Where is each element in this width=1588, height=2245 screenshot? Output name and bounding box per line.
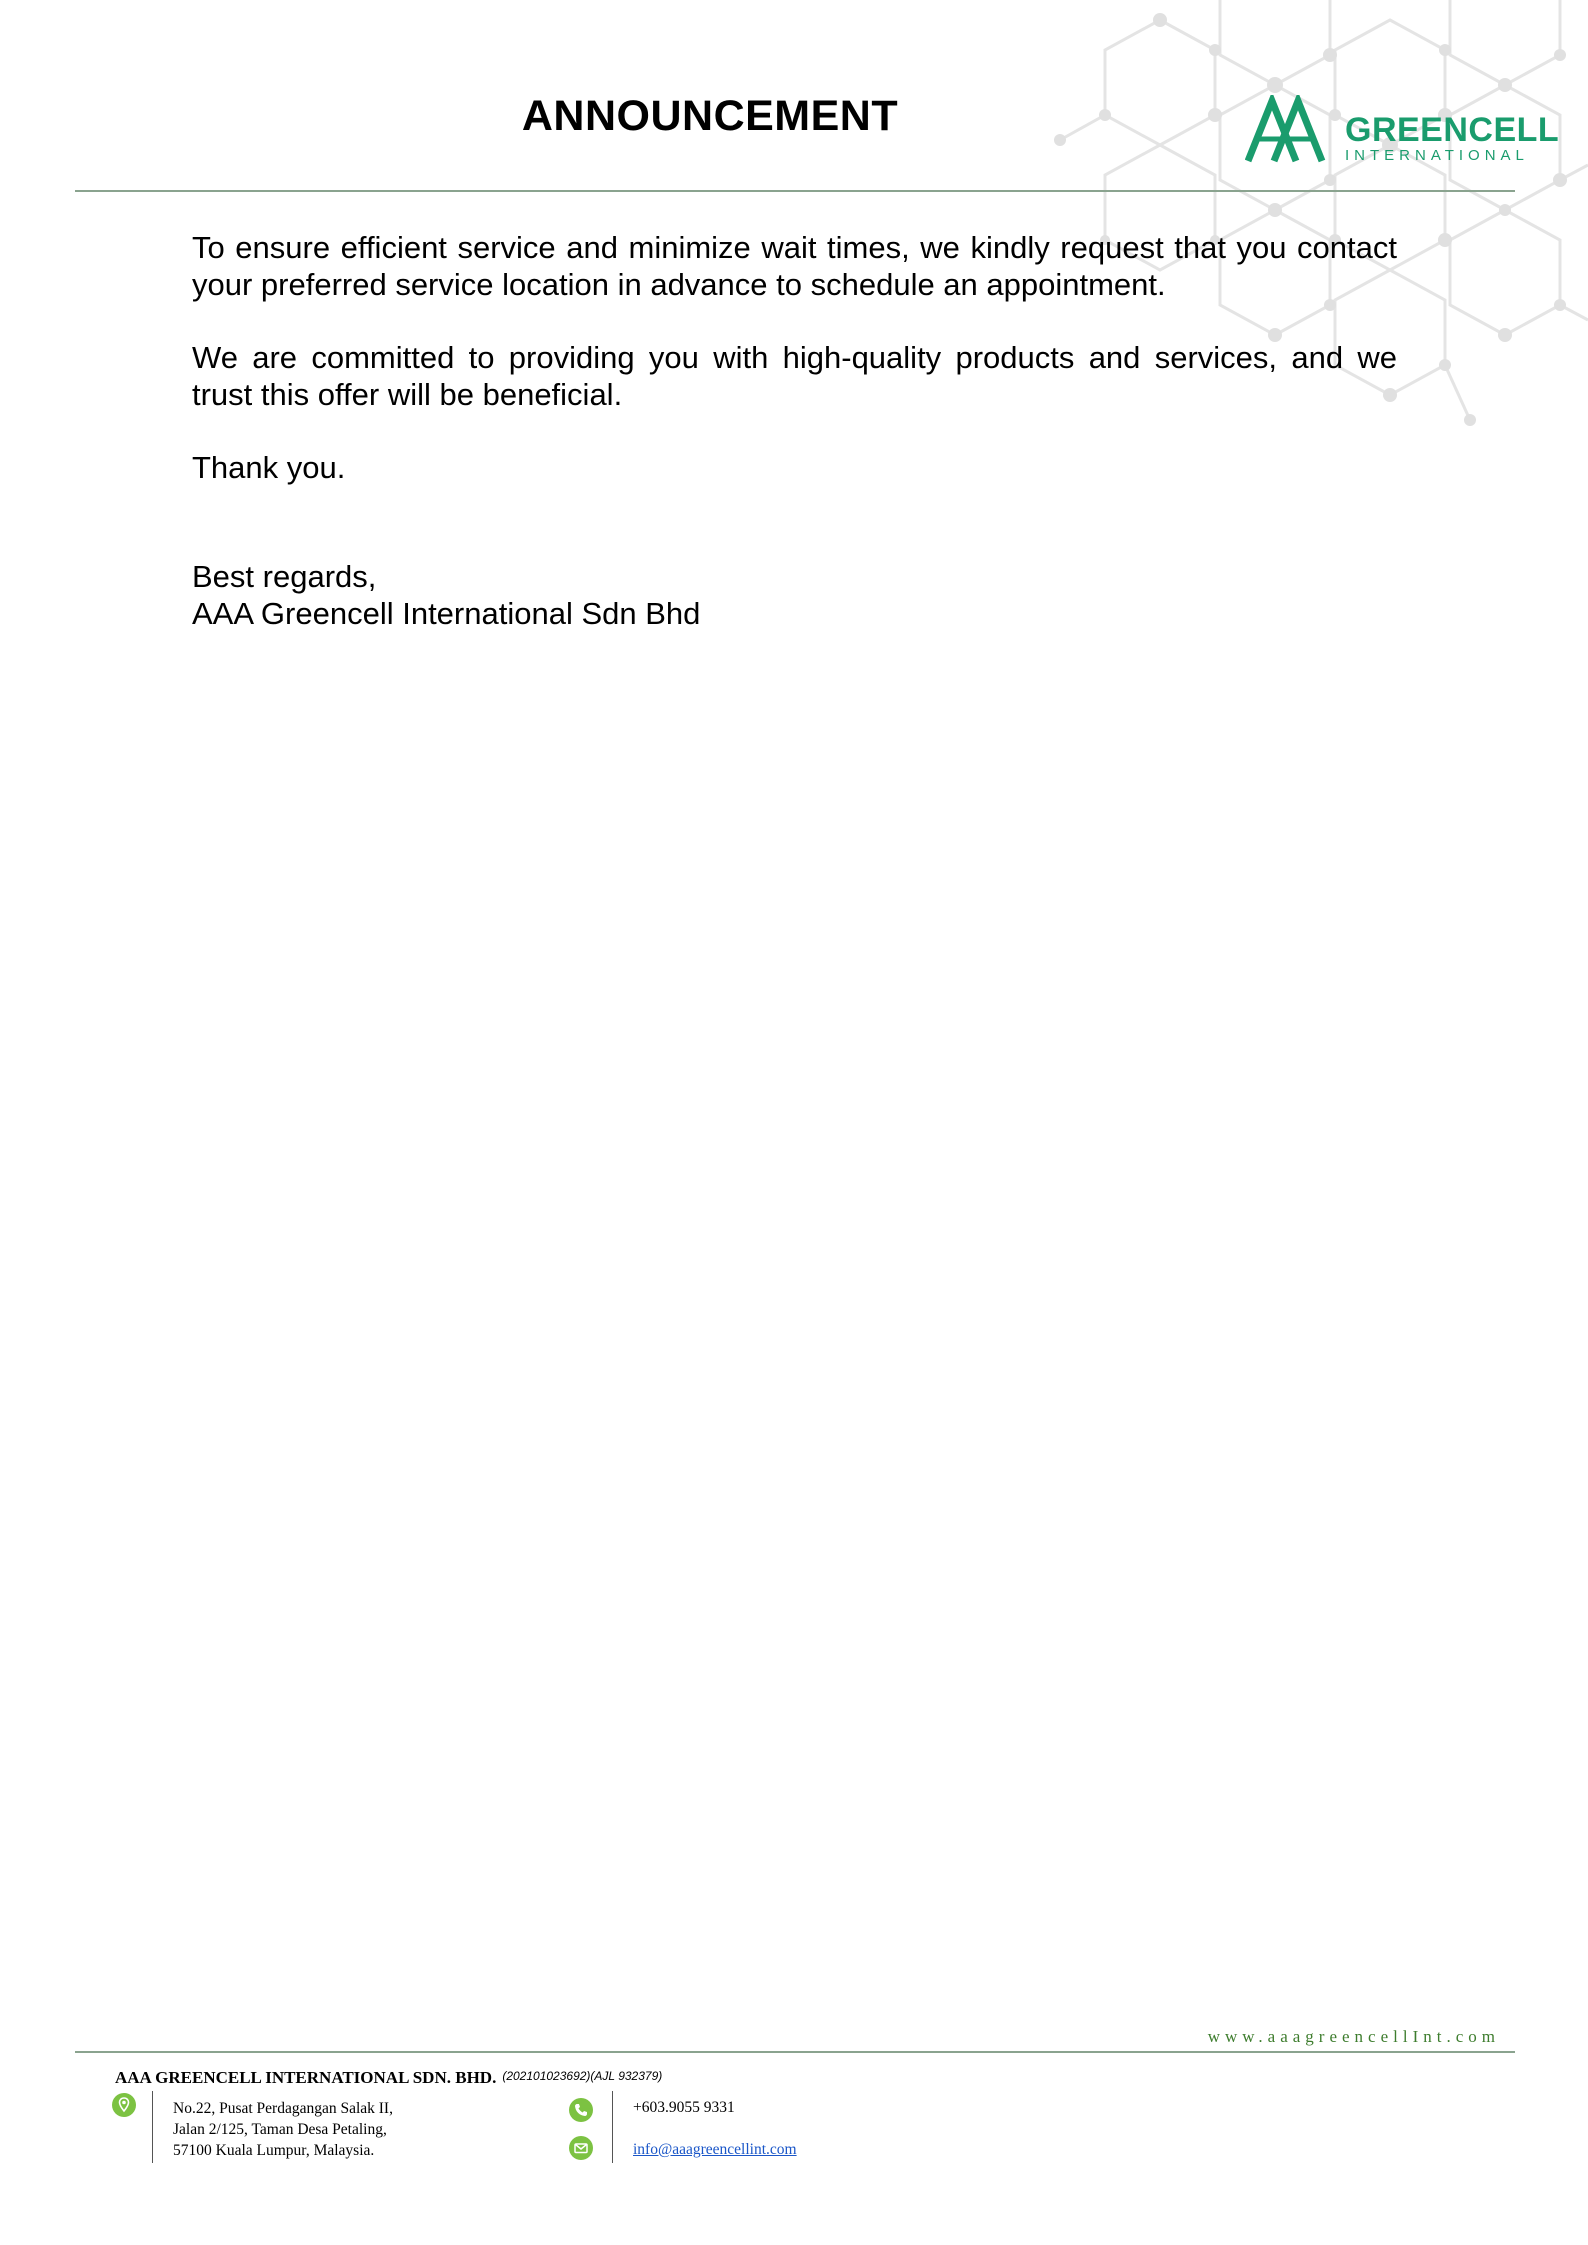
email-icon [569,2136,593,2160]
company-logo [1245,95,1560,165]
contact-divider [612,2091,613,2163]
body-paragraph-3: Thank you. [192,450,346,485]
footer-company [115,2068,662,2088]
footer-company-name: AAA GREENCELL INTERNATIONAL SDN. BHD. [115,2068,497,2087]
address-line-1: No.22, Pusat Perdagangan Salak II, [173,2100,393,2117]
closing-salutation [192,558,1397,632]
address-line-3: 57100 Kuala Lumpur, Malaysia. [173,2142,375,2159]
location-icon [112,2093,136,2117]
header-divider [75,190,1515,192]
website-link[interactable]: www.aaagreencellInt.com [1207,2027,1500,2046]
aaa-logo-mark-icon [1245,95,1345,165]
page-title: ANNOUNCEMENT [521,92,899,140]
phone-icon [569,2098,593,2122]
address-divider [152,2091,153,2163]
address-line-2: Jalan 2/125, Taman Desa Petaling, [173,2121,387,2138]
body-paragraph-1: To ensure efficient service and minimize wait times, we kindly request that you contact your preferred service location in advance to schedule an appointment. [192,230,1397,302]
body-paragraph-2: We are committed to providing you with high-quality products and services, and we trust this offer will be beneficial. [192,340,1397,412]
logo-name: GREENCELL [1345,111,1560,149]
footer-address [173,2098,393,2161]
logo-subtitle: INTERNATIONAL [1345,147,1529,164]
announcement-body [192,229,1397,632]
footer-divider [75,2051,1515,2053]
signature-company: AAA Greencell International Sdn Bhd [192,596,701,631]
footer-email-link[interactable]: info@aaagreencellint.com [633,2141,797,2158]
footer-phone[interactable]: +603.9055 9331 [633,2099,735,2116]
registration-number: (202101023692)(AJL 932379) [502,2069,663,2083]
closing-text: Best regards, [192,559,377,594]
